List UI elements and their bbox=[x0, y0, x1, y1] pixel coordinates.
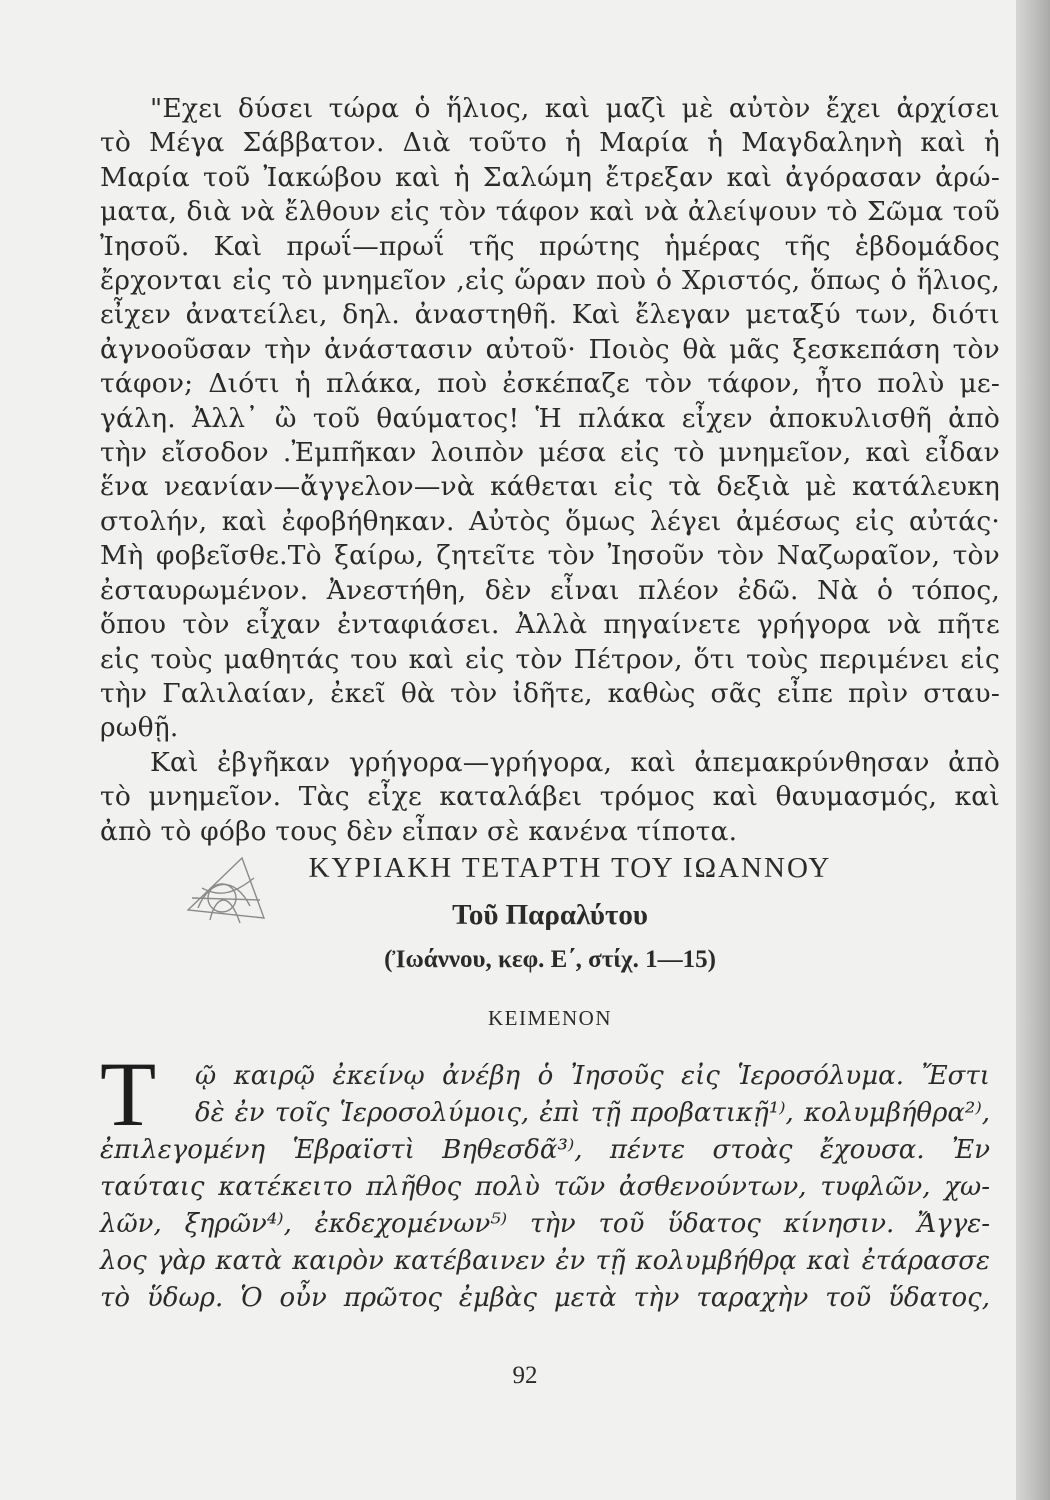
text-line: εἰς τοὺς μαθητάς του καὶ εἰς τὸν Πέτρον, ὅτι τοὺς περιμένει εἰς bbox=[100, 643, 1000, 675]
text-line: λῶν, ξηρῶν⁴⁾, ἐκδεχομένων⁵⁾ τὴν τοῦ ὕδατος κίνησιν. Ἄγγε- bbox=[100, 1209, 990, 1239]
text-line: λος γὰρ κατὰ καιρὸν κατέβαινεν ἐν τῇ κολυμβήθρᾳ καὶ ἐτάρασσε bbox=[100, 1246, 990, 1276]
page-edge-shadow bbox=[1016, 0, 1050, 1500]
text-line: ἐσταυρωμένον. Ἀνεστήθη, δὲν εἶναι πλέον ἐδῶ. Νὰ ὁ τόπος, bbox=[100, 574, 1000, 606]
text-line: τὸ μνημεῖον. Τὰς εἶχε καταλάβει τρόμος καὶ θαυμασμός, καὶ bbox=[100, 781, 1000, 813]
text-line: ρωθῇ. bbox=[100, 712, 179, 744]
text-line: γάλη. Ἀλλ᾽ ὢ τοῦ θαύματος! Ἡ πλάκα εἶχεν ἀποκυλισθῆ ἀπὸ bbox=[100, 402, 1000, 434]
text-line: ἀπὸ τὸ φόβο τους δὲν εἶπαν σὲ κανένα τίποτα. bbox=[100, 815, 738, 847]
text-line: ταύταις κατέκειτο πλῆθος πολὺ τῶν ἀσθενούντων, τυφλῶν, χω- bbox=[100, 1172, 990, 1202]
section-label: ΚΕΙΜΕΝΟΝ bbox=[488, 1006, 612, 1030]
text-line: ἀγνοοῦσαν τὴν ἀνάστασιν αὐτοῦ· Ποιὸς θὰ μᾶς ξεσκεπάση τὸν bbox=[100, 333, 1000, 365]
text-line: στολήν, καὶ ἐφοβήθηκαν. Αὐτὸς ὅμως λέγει ἀμέσως εἰς αὐτάς· bbox=[100, 505, 1000, 537]
text-line: τὴν Γαλιλαίαν, ἐκεῖ θὰ τὸν ἰδῆτε, καθὼς σᾶς εἶπε πρὶν σταυ- bbox=[100, 677, 1000, 709]
text-line: Καὶ ἐβγῆκαν γρήγορα—γρήγορα, καὶ ἀπεμακρύνθησαν ἀπὸ bbox=[150, 746, 1000, 778]
text-line: "Εχει δύσει τώρα ὁ ἥλιος, καὶ μαζὶ μὲ αὐτὸν ἔχει ἀρχίσει bbox=[150, 93, 1000, 124]
text-line: τὸ ὕδωρ. Ὁ οὖν πρῶτος ἐμβὰς μετὰ τὴν ταραχὴν τοῦ ὕδατος, bbox=[100, 1283, 990, 1313]
chapter-title: ΚΥΡΙΑΚΗ ΤΕΤΑΡΤΗ ΤΟΥ ΙΩΑΝΝΟΥ bbox=[308, 852, 832, 884]
feast-title: Τοῦ Παραλύτου bbox=[452, 899, 648, 931]
text-line: ὅπου τὸν εἶχαν ἐνταφιάσει. Ἀλλὰ πηγαίνετε γρήγορα νὰ πῆτε bbox=[100, 609, 1000, 641]
text-line: ἔρχονται εἰς τὸ μνημεῖον ,εἰς ὥραν ποὺ ὁ Χριστός, ὅπως ὁ ἥλιος, bbox=[100, 265, 1000, 297]
drop-cap: Τ bbox=[100, 1043, 157, 1145]
paragraph-departure bbox=[100, 746, 1000, 849]
chapter-heading bbox=[100, 852, 1000, 1031]
page-number: 92 bbox=[512, 1362, 538, 1389]
paragraph-resurrection bbox=[100, 92, 1000, 746]
text-line: δὲ ἐν τοῖς Ἱεροσολύμοις, ἐπὶ τῇ προβατικῇ¹⁾, κολυμβήθρα²⁾, bbox=[195, 1098, 990, 1128]
text-line: ἕνα νεανίαν—ἄγγελον—νὰ κάθεται εἰς τὰ δεξιὰ μὲ κατάλευκη bbox=[100, 471, 1000, 503]
text-line: ματα, διὰ νὰ ἔλθουν εἰς τὸν τάφον καὶ νὰ ἀλείψουν τὸ Σῶμα τοῦ bbox=[100, 196, 1000, 228]
text-line: τάφον; Διότι ἡ πλάκα, ποὺ ἐσκέπαζε τὸν τάφον, ἦτο πολὺ με- bbox=[100, 368, 1000, 400]
upper-text-block bbox=[100, 92, 1000, 849]
text-line: Μὴ φοβεῖσθε.Τὸ ξαίρω, ζητεῖτε τὸν Ἰησοῦν τὸν Ναζωραῖον, τὸν bbox=[100, 540, 1000, 572]
scripture-text-block bbox=[100, 1043, 990, 1317]
scripture-paragraph bbox=[100, 1058, 990, 1317]
text-line: Μαρία τοῦ Ἰακώβου καὶ ἡ Σαλώμη ἔτρεξαν καὶ ἀγόρασαν ἀρώ- bbox=[100, 161, 1000, 193]
text-line: τὴν εἴσοδον .Ἐμπῆκαν λοιπὸν μέσα εἰς τὸ μνημεῖον, καὶ εἶδαν bbox=[100, 437, 1000, 469]
scripture-reference: (Ἰωάννου, κεφ. Ε΄, στίχ. 1—15) bbox=[384, 946, 716, 973]
text-line: τὸ Μέγα Σάββατον. Διὰ τοῦτο ἡ Μαρία ἡ Μαγδαληνὴ καὶ ἡ bbox=[100, 127, 1000, 159]
text-line: ῷ καιρῷ ἐκείνῳ ἀνέβη ὁ Ἰησοῦς εἰς Ἱεροσόλυμα. Ἔστι bbox=[195, 1061, 990, 1091]
text-line: Ἰησοῦ. Καὶ πρωΐ—πρωΐ τῆς πρώτης ἡμέρας τῆς ἑβδομάδος bbox=[100, 230, 1000, 262]
text-line: ἐπιλεγομένη Ἑβραϊστὶ Βηθεσδᾶ³⁾, πέντε στοὰς ἔχουσα. Ἐν bbox=[100, 1135, 990, 1165]
text-line: εἶχεν ἀνατείλει, δηλ. ἀναστηθῆ. Καὶ ἔλεγαν μεταξύ των, διότι bbox=[100, 299, 1000, 331]
